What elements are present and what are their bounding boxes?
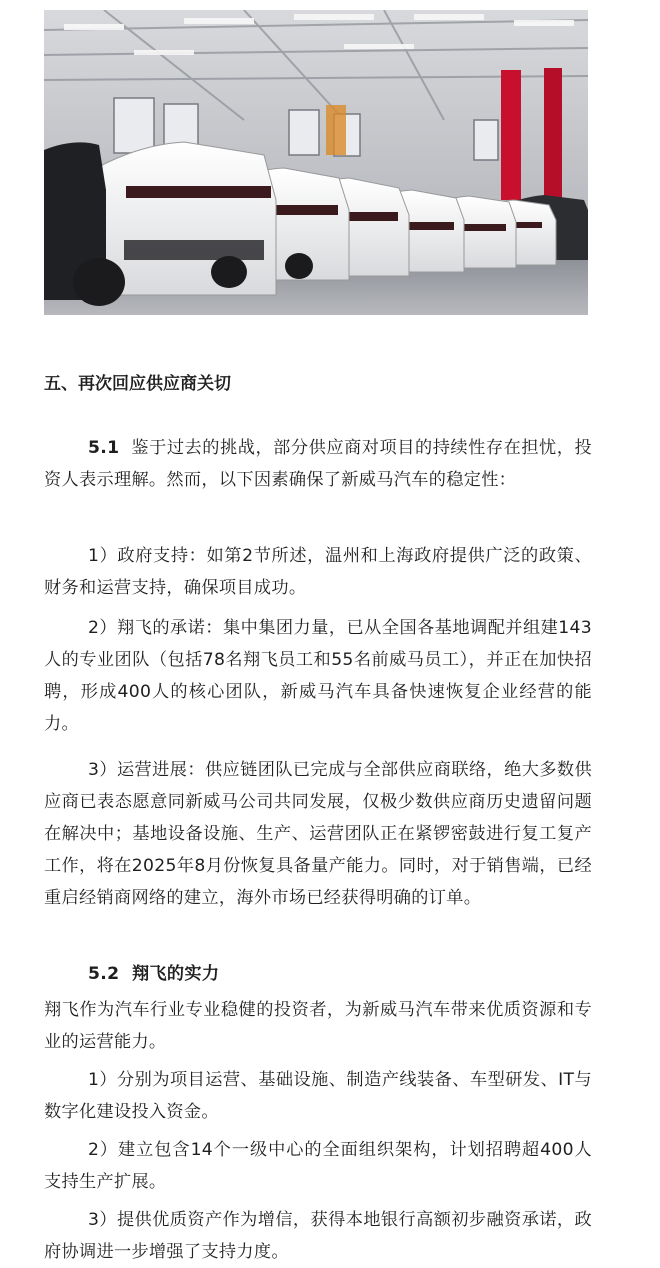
s52-number: 5.2: [88, 964, 120, 984]
s51-item-2: 2）翔飞的承诺：集中集团力量，已从全国各基地调配并组建143人的专业团队（包括78名翔飞员工和55名前威马员工），并正在加快招聘，形成400人的核心团队，新威马汽车具备快速恢复企业经营的能力。: [44, 618, 592, 734]
s51-number: 5.1: [88, 438, 120, 458]
section-heading: 五、再次回应供应商关切: [44, 374, 231, 394]
s52-intro-paragraph: 翔飞作为汽车行业专业稳健的投资者，为新威马汽车带来优质资源和专业的运营能力。: [44, 1000, 592, 1052]
factory-cars-illustration: [44, 10, 588, 315]
s52-item-1: 1）分别为项目运营、基础设施、制造产线装备、车型研发、IT与数字化建设投入资金。: [44, 1070, 592, 1122]
s52-item-2: 2）建立包含14个一级中心的全面组织架构，计划招聘超400人支持生产扩展。: [44, 1140, 592, 1192]
s52-heading: [44, 958, 592, 990]
s51-intro-paragraph: [44, 432, 592, 496]
article-photo: [44, 10, 588, 315]
s51-intro-text: 鉴于过去的挑战，部分供应商对项目的持续性存在担忧，投资人表示理解。然而，以下因素确保了新威马汽车的稳定性：: [44, 438, 592, 490]
s52-title: 翔飞的实力: [131, 964, 220, 984]
s51-item-1: 1）政府支持：如第2节所述，温州和上海政府提供广泛的政策、财务和运营支持，确保项目成功。: [44, 546, 592, 598]
s51-item-3: 3）运营进展：供应链团队已完成与全部供应商联络，绝大多数供应商已表态愿意同新威马公司共同发展，仅极少数供应商历史遗留问题在解决中；基地设备设施、生产、运营团队正在紧锣密鼓进行复工复产工作，将在2025年8月份恢复具备量产能力。同时，对于销售端，已经重启经销商网络的建立，海外市场已经获得明确的订单。: [44, 760, 592, 908]
s52-item-3: 3）提供优质资产作为增信，获得本地银行高额初步融资承诺，政府协调进一步增强了支持力度。: [44, 1210, 592, 1262]
